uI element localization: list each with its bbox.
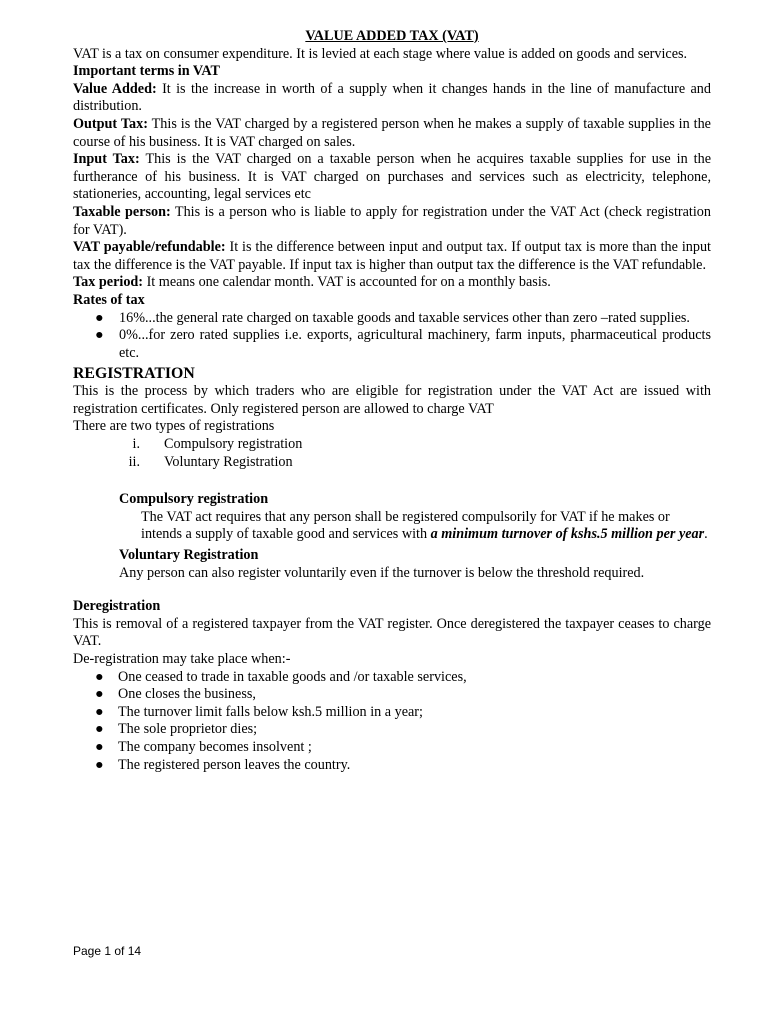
term-definition: It means one calendar month. VAT is accounted for on a monthly basis. (143, 274, 551, 291)
term-label: Taxable person: (73, 203, 171, 220)
compulsory-text-end: . (704, 526, 708, 543)
reason-text: The company becomes insolvent ; (118, 738, 312, 755)
list-item (73, 436, 711, 454)
registration-types-list (73, 436, 711, 471)
list-number: ii. (128, 453, 140, 470)
term-definition: It is the increase in worth of a supply when it changes hands in the line of manufacture and distribution. (73, 80, 711, 115)
term-output-tax (73, 116, 711, 151)
list-item (73, 454, 711, 472)
list-item (73, 327, 711, 362)
deregistration-heading: Deregistration (73, 598, 161, 615)
term-input-tax (73, 151, 711, 204)
list-number: i. (132, 436, 140, 453)
reason-text: One closes the business, (118, 686, 256, 703)
page-number-footer: Page 1 of 14 (73, 944, 142, 958)
term-definition: It is the difference between input and output tax. If output tax is more than the input tax the difference is the VAT payable. If input tax is higher than output tax the difference is the VAT refundable. (73, 239, 711, 273)
term-tax-period (73, 274, 711, 292)
bullet-icon: ● (95, 309, 104, 326)
important-terms-heading: Important terms in VAT (73, 63, 220, 80)
list-item (73, 757, 711, 775)
reason-text: The turnover limit falls below ksh.5 million in a year; (118, 703, 423, 720)
list-item (73, 739, 711, 757)
term-label: Tax period: (73, 274, 144, 291)
term-label: Input Tax: (73, 151, 140, 168)
list-item (73, 721, 711, 739)
rates-list (73, 310, 711, 363)
voluntary-paragraph: Any person can also register voluntarily even if the turnover is below the threshold required. (119, 564, 645, 581)
intro-paragraph: VAT is a tax on consumer expenditure. It is levied at each stage where value is added on goods and services. (73, 45, 688, 62)
reason-text: The sole proprietor dies; (118, 721, 258, 738)
registration-types-intro: There are two types of registrations (73, 418, 275, 435)
rates-heading: Rates of tax (73, 291, 145, 308)
registration-paragraph: This is the process by which traders who are eligible for registration under the VAT Act are issued with registration certificates. Only registered person are allowed to charge VAT (73, 383, 711, 417)
term-vat-payable (73, 239, 711, 274)
list-item (73, 704, 711, 722)
deregistration-list (73, 669, 711, 775)
term-definition: This is the VAT charged by a registered person when he makes a supply of taxable supplies in the course of his business. It is VAT charged on sales. (73, 115, 711, 150)
voluntary-heading: Voluntary Registration (119, 547, 259, 564)
list-item (73, 310, 711, 328)
term-definition: This is the VAT charged on a taxable person when he acquires taxable supplies for use in the furtherance of his business. It is VAT charged on purchases and services such as electricity, telephone, stationeries, accounting, legal services etc (73, 151, 711, 203)
term-label: Value Added: (73, 80, 157, 97)
bullet-icon: ● (95, 703, 104, 720)
term-label: VAT payable/refundable: (73, 239, 226, 256)
term-value-added (73, 81, 711, 116)
registration-heading: REGISTRATION (73, 365, 195, 383)
deregistration-intro: De-registration may take place when:- (73, 651, 291, 667)
minimum-turnover-emphasis: a minimum turnover of kshs.5 million per year (430, 526, 705, 543)
bullet-icon: ● (95, 668, 104, 685)
document-title: VALUE ADDED TAX (VAT) (305, 28, 479, 44)
bullet-icon: ● (95, 686, 104, 703)
bullet-icon: ● (95, 327, 104, 344)
bullet-icon: ● (95, 721, 104, 738)
deregistration-paragraph: This is removal of a registered taxpayer from the VAT register. Once deregistered the taxpayer ceases to charge VAT. (73, 615, 711, 650)
bullet-icon: ● (95, 738, 104, 755)
list-label: Voluntary Registration (164, 453, 293, 470)
reason-text: One ceased to trade in taxable goods and /or taxable services, (118, 668, 467, 685)
bullet-icon: ● (95, 756, 104, 773)
list-item (73, 686, 711, 704)
list-label: Compulsory registration (164, 436, 303, 453)
reason-text: The registered person leaves the country. (118, 756, 351, 773)
term-definition: This is a person who is liable to apply for registration under the VAT Act (check registration for VAT). (73, 203, 711, 238)
page-content (73, 28, 711, 774)
list-item (73, 669, 711, 687)
term-taxable-person (73, 204, 711, 239)
rate-text: 0%...for zero rated supplies i.e. exports, agricultural machinery, farm inputs, pharmaceutical products etc. (119, 327, 711, 361)
rate-text: 16%...the general rate charged on taxable goods and taxable services other than zero –rated supplies. (119, 309, 690, 326)
compulsory-text: The VAT act requires that any person shall be registered compulsorily for VAT if he makes or intends a supply of taxable good and services with (141, 508, 670, 543)
term-label: Output Tax: (73, 115, 148, 132)
compulsory-heading: Compulsory registration (119, 491, 269, 508)
compulsory-paragraph (141, 509, 711, 544)
